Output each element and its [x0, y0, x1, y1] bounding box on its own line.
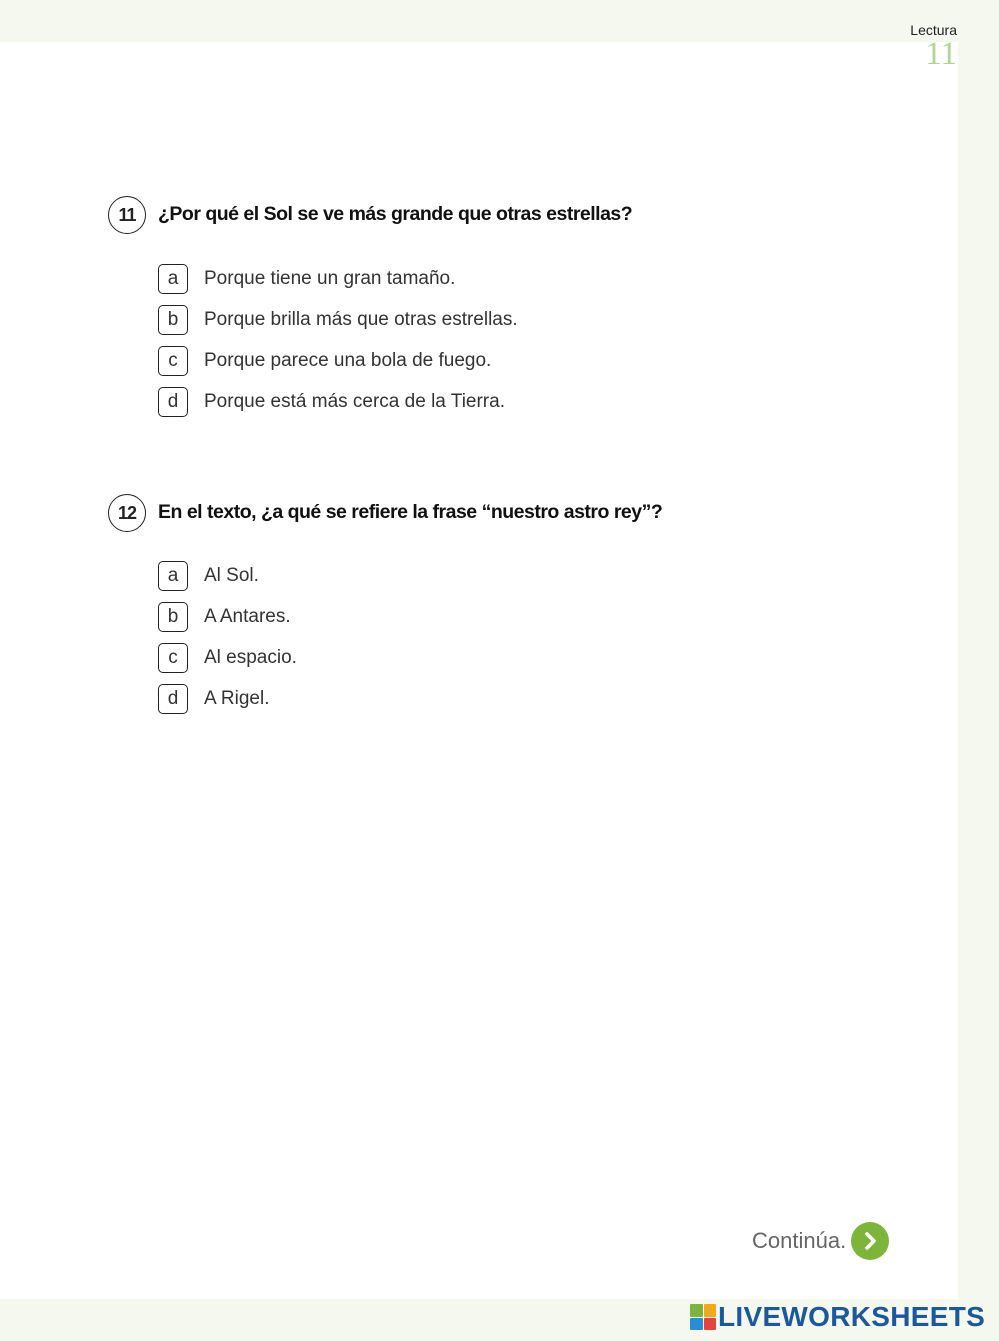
option-letter-box[interactable]: b [158, 305, 188, 335]
chevron-right-icon[interactable] [851, 1222, 889, 1260]
option-letter-box[interactable]: a [158, 264, 188, 294]
question-text: ¿Por qué el Sol se ve más grande que otras estrellas? [158, 203, 633, 225]
right-band [958, 0, 999, 1341]
option-text[interactable]: Porque está más cerca de la Tierra. [204, 391, 505, 412]
question-text: En el texto, ¿a qué se refiere la frase “nuestro astro rey”? [158, 501, 663, 523]
option-letter-box[interactable]: d [158, 684, 188, 714]
brand-name: LIVEWORKSHEETS [718, 1301, 986, 1332]
option-text[interactable]: Porque tiene un gran tamaño. [204, 268, 456, 289]
option-letter-box[interactable]: c [158, 346, 188, 376]
option-letter-box[interactable]: b [158, 602, 188, 632]
question-number: 12 [108, 494, 146, 532]
option-letter-box[interactable]: d [158, 387, 188, 417]
option-text[interactable]: A Rigel. [204, 688, 270, 709]
question-number: 11 [108, 196, 146, 234]
brand-logo [690, 1300, 985, 1334]
brand-mark-icon [690, 1304, 716, 1330]
option-text[interactable]: A Antares. [204, 606, 291, 627]
option-text[interactable]: Porque parece una bola de fuego. [204, 350, 492, 371]
section-number: 11 [925, 36, 957, 72]
continue-button[interactable] [752, 1222, 889, 1260]
option-text[interactable]: Porque brilla más que otras estrellas. [204, 309, 518, 330]
section-label: Lectura [910, 22, 957, 38]
continue-label[interactable]: Continúa. [752, 1228, 847, 1253]
option-text[interactable]: Al Sol. [204, 565, 259, 586]
option-letter-box[interactable]: a [158, 561, 188, 591]
option-text[interactable]: Al espacio. [204, 647, 297, 668]
top-band [0, 0, 999, 42]
option-letter-box[interactable]: c [158, 643, 188, 673]
